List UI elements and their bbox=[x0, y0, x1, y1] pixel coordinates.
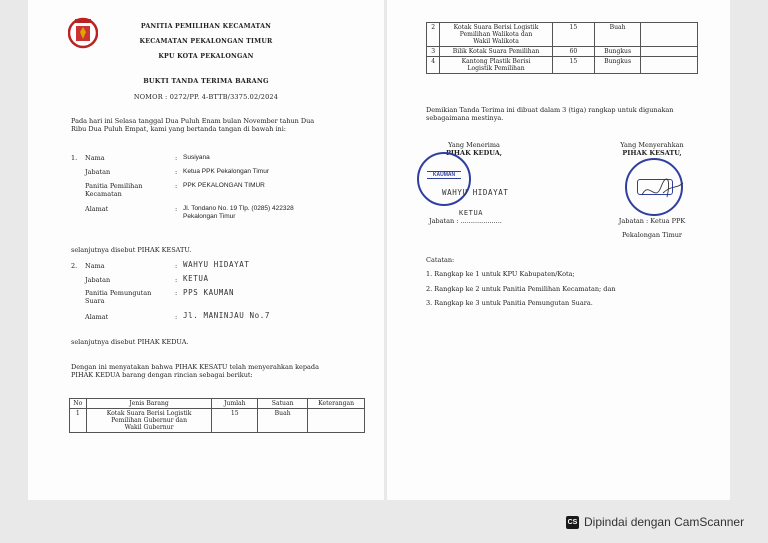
camscanner-watermark bbox=[566, 510, 759, 534]
party1-alamat: Jl. Tondano No. 19 Tlp. (0285) 422328 Pekalongan Timur bbox=[183, 205, 294, 220]
pps-kauman-stamp: KAUMAN bbox=[417, 152, 471, 206]
closing-paragraph: Demikian Tanda Terima ini dibuat dalam 3 (tiga) rangkap untuk digunakan sebagaimana mestinya. bbox=[426, 106, 674, 122]
cell-keterangan bbox=[308, 409, 365, 433]
party2-name-label: Nama bbox=[85, 262, 105, 270]
cell-jumlah: 15 bbox=[552, 57, 594, 74]
camscanner-text: Dipindai dengan CamScanner bbox=[584, 515, 745, 529]
party1-panitia-label: Panitia Pemilihan Kecamatan bbox=[85, 182, 143, 198]
intro-line-1: Pada hari ini Selasa tanggal Dua Puluh Enam bulan November tahun Dua bbox=[71, 117, 315, 125]
col-jenis: Jenis Barang bbox=[86, 399, 212, 409]
party1-panitia: PPK PEKALONGAN TIMUR bbox=[183, 182, 265, 189]
receiver-handwritten-name: WAHYU HIDAYAT bbox=[442, 188, 509, 197]
party2-alamat-label: Alamat bbox=[85, 313, 109, 321]
intro-line-2: Ribu Dua Puluh Empat, kami yang bertanda tangan di bawah ini: bbox=[71, 125, 286, 133]
intro-paragraph bbox=[71, 117, 371, 133]
col-satuan: Satuan bbox=[258, 399, 308, 409]
party1-jabatan-label: Jabatan bbox=[85, 168, 111, 176]
document-page-left: PANITIA PEMILIHAN KECAMATAN KECAMATAN PEKALONGAN TIMUR KPU KOTA PEKALONGAN BUKTI TANDA TERIMA BARANG NOMOR : 0272/PP. 4-BTTB/3375.02/2024 Pada hari ini Selasa tanggal Dua Puluh Enam bulan November tahun Dua Ribu Dua Puluh Empat, kami yang bertanda tangan di bawah ini: 1. Nama : Susiyana Jabatan : Ketua PPK Pekalongan Timur Panitia Pemilihan Kecamatan : PPK PEKALONGAN TIMUR Alamat : Jl. Tondano No. 19 Tlp. (0285) 422328 Pekalongan Timur selanjutnya disebut PIHAK KESATU. 2. Nama : WAHYU HIDAYAT Jabatan : KETUA Panitia Pemungutan Suara : PPS KAUMAN Alamat : Jl. MANINJAU No.7 selanjutnya disebut PIHAK KEDUA. Dengan ini menyatakan bahwa PIHAK KESATU telah menyerahkan kepada PIHAK KEDUA barang dengan rincian sebagai berikut: No Jenis Barang Jumlah Satuan Keterangan 1 Kotak Suara Berisi Logistik Pemilihan Gubernur dan Wakil Gubernur 15 Buah bbox=[28, 0, 384, 500]
cell-jenis: Kotak Suara Berisi Logistik Pemilihan Walikota dan Wakil Walikota bbox=[440, 23, 552, 47]
col-jumlah: Jumlah bbox=[212, 399, 258, 409]
note-1: 1. Rangkap ke 1 untuk KPU Kabupaten/Kota; bbox=[426, 270, 575, 278]
note-2: 2. Rangkap ke 2 untuk Panitia Pemilihan Kecamatan; dan bbox=[426, 285, 616, 293]
party1-name-label: Nama bbox=[85, 154, 105, 162]
header-line-1: PANITIA PEMILIHAN KECAMATAN bbox=[140, 23, 272, 30]
party2-panitia-label: Panitia Pemungutan Suara bbox=[85, 289, 152, 305]
party1-jabatan: Ketua PPK Pekalongan Timur bbox=[183, 168, 269, 175]
receiver-handwritten-role: KETUA bbox=[459, 209, 484, 217]
party2-jabatan-label: Jabatan bbox=[85, 276, 111, 284]
cell-keterangan bbox=[641, 47, 698, 57]
giver-jabatan: Jabatan : Ketua PPK Pekalongan Timur bbox=[618, 217, 686, 239]
cell-jumlah: 15 bbox=[212, 409, 258, 433]
cell-jumlah: 60 bbox=[552, 47, 594, 57]
col-no: No bbox=[70, 399, 87, 409]
note-3: 3. Rangkap ke 3 untuk Panitia Pemungutan Suara. bbox=[426, 299, 593, 307]
items-table-right bbox=[426, 22, 698, 74]
header-line-2: KECAMATAN PEKALONGAN TIMUR bbox=[139, 38, 273, 45]
camscanner-logo-icon: CS bbox=[566, 516, 579, 529]
notes-title: Catatan: bbox=[426, 256, 455, 264]
party1-name: Susiyana bbox=[183, 154, 210, 161]
header-line-3: KPU KOTA PEKALONGAN bbox=[158, 53, 254, 60]
cell-keterangan bbox=[641, 23, 698, 47]
cell-keterangan bbox=[641, 57, 698, 74]
items-table-left bbox=[69, 398, 365, 433]
col-keterangan: Keterangan bbox=[308, 399, 365, 409]
document-number: NOMOR : 0272/PP. 4-BTTB/3375.02/2024 bbox=[133, 93, 279, 101]
document-title: BUKTI TANDA TERIMA BARANG bbox=[143, 77, 269, 85]
party1-number: 1. bbox=[71, 154, 78, 162]
party2-name-handwritten: WAHYU HIDAYAT bbox=[183, 260, 250, 269]
party2-panitia-handwritten: PPS KAUMAN bbox=[183, 288, 235, 297]
giver-title: Yang Menyerahkan PIHAK KESATU, bbox=[620, 141, 684, 157]
cell-satuan: Bungkus bbox=[594, 57, 640, 74]
cell-satuan: Bungkus bbox=[594, 47, 640, 57]
party1-designation: selanjutnya disebut PIHAK KESATU. bbox=[71, 246, 192, 254]
party2-jabatan-handwritten: KETUA bbox=[183, 274, 209, 283]
cell-no: 1 bbox=[70, 409, 87, 433]
cell-satuan: Buah bbox=[594, 23, 640, 47]
table-row bbox=[427, 57, 698, 74]
cell-satuan: Buah bbox=[258, 409, 308, 433]
cell-no: 3 bbox=[427, 47, 440, 57]
receiver-title: Yang Menerima PIHAK KEDUA, bbox=[445, 141, 503, 157]
statement-paragraph: Dengan ini menyatakan bahwa PIHAK KESATU telah menyerahkan kepada PIHAK KEDUA barang dengan rincian sebagai berikut: bbox=[71, 363, 319, 379]
party2-designation: selanjutnya disebut PIHAK KEDUA. bbox=[71, 338, 189, 346]
cell-jenis: Kotak Suara Berisi Logistik Pemilihan Gubernur dan Wakil Gubernur bbox=[86, 409, 212, 433]
giver-signature-icon bbox=[637, 175, 687, 205]
cell-no: 4 bbox=[427, 57, 440, 74]
party1-alamat-label: Alamat bbox=[85, 205, 109, 213]
receiver-jabatan: Jabatan : .................... bbox=[429, 217, 502, 225]
document-page-right bbox=[387, 0, 730, 500]
table-row bbox=[70, 409, 365, 433]
cell-no: 2 bbox=[427, 23, 440, 47]
cell-jumlah: 15 bbox=[552, 23, 594, 47]
party2-alamat-handwritten: Jl. MANINJAU No.7 bbox=[183, 311, 270, 320]
table-row bbox=[427, 47, 698, 57]
cell-jenis: Bilik Kotak Suara Pemilihan bbox=[440, 47, 552, 57]
table-row bbox=[427, 23, 698, 47]
party2-number: 2. bbox=[71, 262, 78, 270]
table-header-row bbox=[70, 399, 365, 409]
cell-jenis: Kantong Plastik Berisi Logistik Pemilihan bbox=[440, 57, 552, 74]
